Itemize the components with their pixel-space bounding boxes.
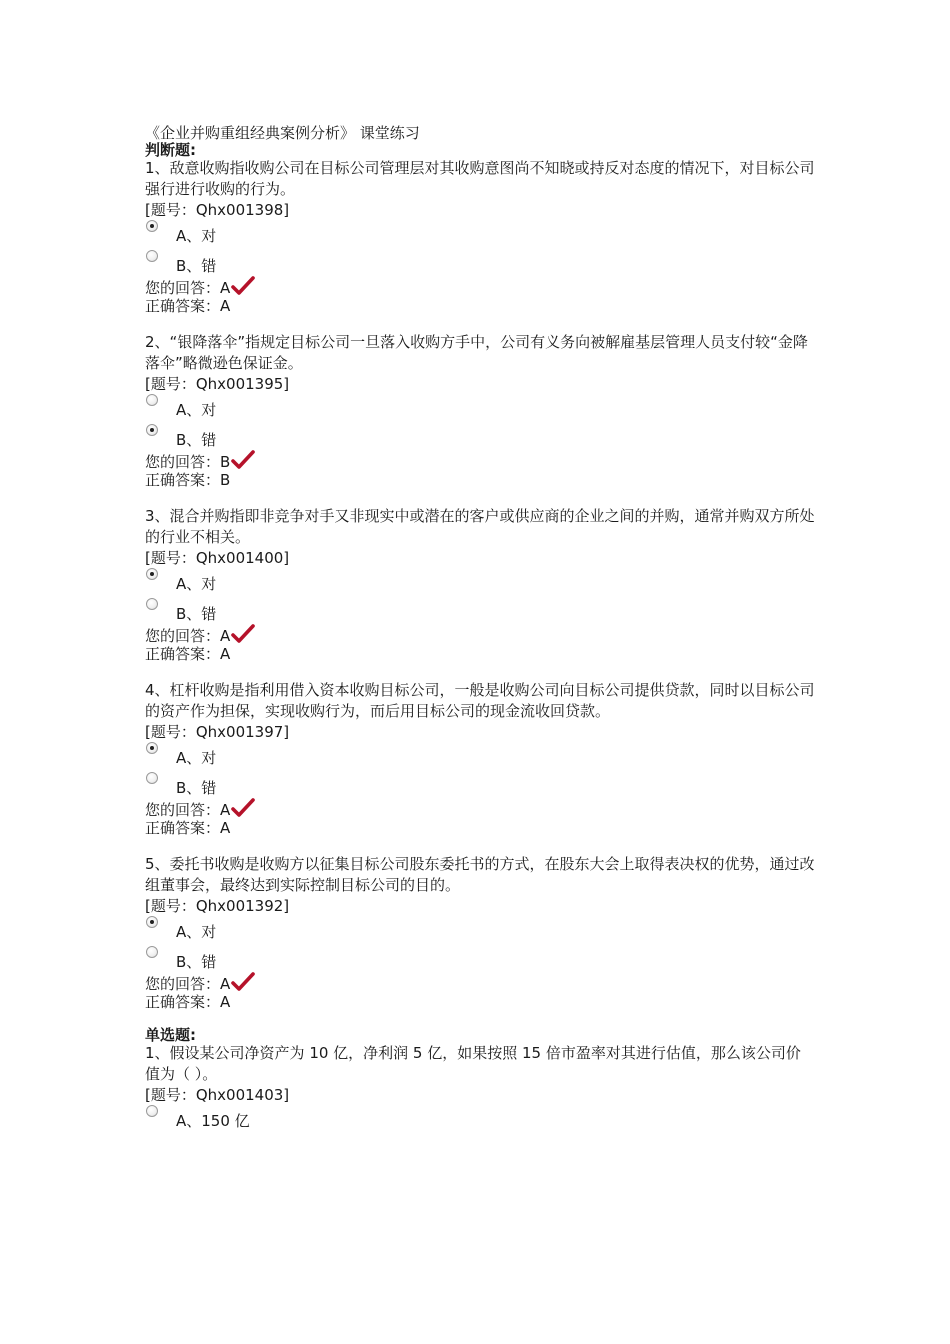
answer-option[interactable] <box>145 742 815 772</box>
radio-checked-icon[interactable] <box>146 742 158 754</box>
option-label: B、错 <box>176 605 217 623</box>
checkmark-icon <box>231 972 255 997</box>
radio-unchecked-icon[interactable] <box>146 772 158 784</box>
question-text: 1、假设某公司净资产为 10 亿，净利润 5 亿，如果按照 15 倍市盈率对其进行估值，那么该公司价值为（ ）。 <box>145 1044 801 1083</box>
checkmark-icon <box>231 798 255 823</box>
your-answer-label: 您的回答： <box>145 975 221 993</box>
correct-answer-label: 正确答案： <box>145 645 221 663</box>
radio-unchecked-icon[interactable] <box>146 394 158 406</box>
option-label: B、错 <box>176 257 217 275</box>
your-answer-line <box>145 972 815 992</box>
question-section <box>145 1028 815 1135</box>
your-answer-line <box>145 450 815 470</box>
question-block <box>145 332 815 490</box>
question-id: [题号：Qhx001395] <box>145 375 290 393</box>
question-text: 5、委托书收购是收购方以征集目标公司股东委托书的方式，在股东大会上取得表决权的优势，通过改组董事会，最终达到实际控制目标公司的目的。 <box>145 855 815 894</box>
question-id: [题号：Qhx001398] <box>145 201 290 219</box>
question-block <box>145 1043 815 1135</box>
correct-answer-label: 正确答案： <box>145 993 221 1011</box>
correct-answer-label: 正确答案： <box>145 471 221 489</box>
your-answer-value: A <box>220 627 231 645</box>
option-label: B、错 <box>176 953 217 971</box>
your-answer-label: 您的回答： <box>145 627 221 645</box>
answer-option[interactable] <box>145 568 815 598</box>
your-answer-label: 您的回答： <box>145 279 221 297</box>
radio-unchecked-icon[interactable] <box>146 946 158 958</box>
radio-unchecked-icon[interactable] <box>146 250 158 262</box>
your-answer-value: A <box>220 801 231 819</box>
question-block <box>145 158 815 316</box>
correct-answer-label: 正确答案： <box>145 819 221 837</box>
question-id: [题号：Qhx001403] <box>145 1086 290 1104</box>
answer-option[interactable] <box>145 1105 815 1135</box>
option-label: A、对 <box>176 227 217 245</box>
option-label: B、错 <box>176 431 217 449</box>
your-answer-line <box>145 276 815 296</box>
correct-answer-value: A <box>220 645 231 663</box>
correct-answer-label: 正确答案： <box>145 297 221 315</box>
radio-checked-icon[interactable] <box>146 568 158 580</box>
your-answer-line <box>145 624 815 644</box>
radio-unchecked-icon[interactable] <box>146 598 158 610</box>
your-answer-value: A <box>220 975 231 993</box>
question-block <box>145 506 815 664</box>
question-text: 2、“银降落伞”指规定目标公司一旦落入收购方手中，公司有义务向被解雇基层管理人员支付较“金降落伞”略微逊色保证金。 <box>145 333 808 372</box>
radio-checked-icon[interactable] <box>146 424 158 436</box>
question-id: [题号：Qhx001397] <box>145 723 290 741</box>
checkmark-icon <box>231 624 255 649</box>
answer-option[interactable] <box>145 394 815 424</box>
question-block <box>145 854 815 1012</box>
correct-answer-value: A <box>220 819 231 837</box>
radio-unchecked-icon[interactable] <box>146 1105 158 1117</box>
correct-answer-value: B <box>220 471 231 489</box>
question-id: [题号：Qhx001392] <box>145 897 290 915</box>
section-title: 单选题: <box>145 1026 196 1044</box>
your-answer-value: B <box>220 453 231 471</box>
question-section <box>145 143 815 1012</box>
radio-checked-icon[interactable] <box>146 220 158 232</box>
your-answer-label: 您的回答： <box>145 801 221 819</box>
question-id: [题号：Qhx001400] <box>145 549 290 567</box>
document-page <box>145 123 815 1151</box>
question-block <box>145 680 815 838</box>
answer-option[interactable] <box>145 220 815 250</box>
option-label: B、错 <box>176 779 217 797</box>
answer-option[interactable] <box>145 916 815 946</box>
sections-container <box>145 143 815 1135</box>
your-answer-label: 您的回答： <box>145 453 221 471</box>
option-label: A、对 <box>176 575 217 593</box>
option-label: A、对 <box>176 401 217 419</box>
document-title: 《企业并购重组经典案例分析》 课堂练习 <box>145 124 420 142</box>
option-label: A、对 <box>176 749 217 767</box>
your-answer-value: A <box>220 279 231 297</box>
option-label: A、对 <box>176 923 217 941</box>
checkmark-icon <box>231 450 255 475</box>
option-label: A、150 亿 <box>176 1112 250 1130</box>
radio-checked-icon[interactable] <box>146 916 158 928</box>
correct-answer-value: A <box>220 993 231 1011</box>
checkmark-icon <box>231 276 255 301</box>
your-answer-line <box>145 798 815 818</box>
correct-answer-value: A <box>220 297 231 315</box>
section-title: 判断题: <box>145 141 196 159</box>
question-text: 4、杠杆收购是指利用借入资本收购目标公司，一般是收购公司向目标公司提供贷款，同时以目标公司的资产作为担保，实现收购行为，而后用目标公司的现金流收回贷款。 <box>145 681 815 720</box>
question-text: 3、混合并购指即非竞争对手又非现实中或潜在的客户或供应商的企业之间的并购，通常并购双方所处的行业不相关。 <box>145 507 815 546</box>
question-text: 1、敌意收购指收购公司在目标公司管理层对其收购意图尚不知晓或持反对态度的情况下，对目标公司强行进行收购的行为。 <box>145 159 815 198</box>
